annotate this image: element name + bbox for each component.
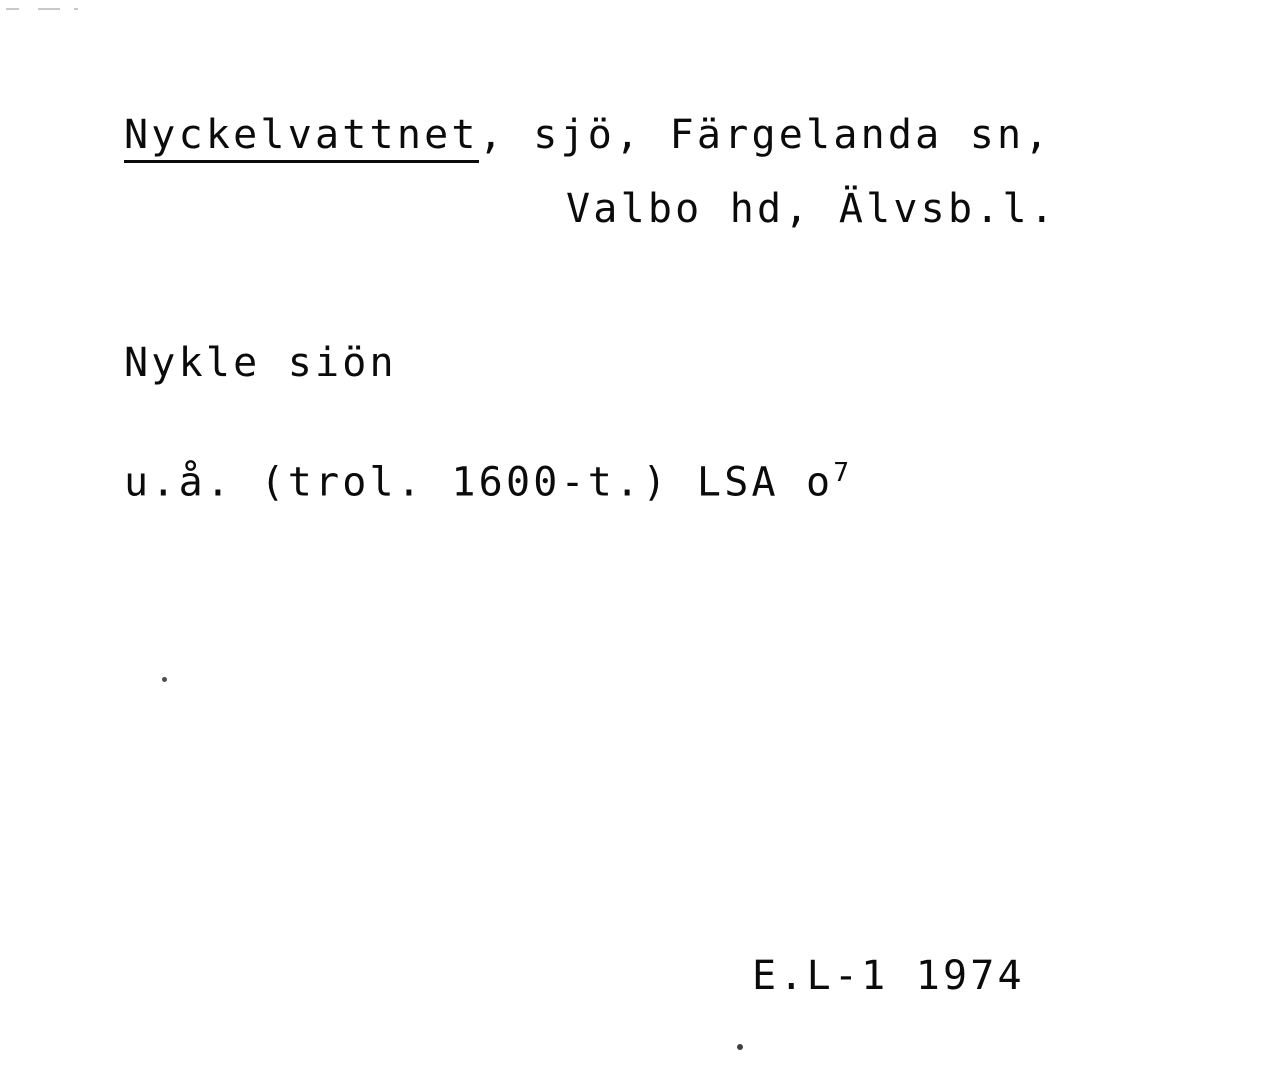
source-citation-line	[124, 458, 849, 505]
headword: Nyckelvattnet	[124, 112, 479, 163]
scan-artifact-mark	[6, 8, 19, 10]
source-superscript: 7	[833, 458, 849, 488]
variant-form: Nykle siön	[124, 340, 397, 386]
scan-artifact-mark	[38, 8, 60, 10]
headword-line	[124, 112, 1052, 158]
signature-line: E.L-1 1974	[752, 953, 1025, 999]
ink-dot-mark	[737, 1044, 743, 1050]
ink-dot-mark	[162, 677, 167, 682]
headword-qualifiers: , sjö, Färgelanda sn,	[478, 112, 1052, 158]
headword-location-line: Valbo hd, Älvsb.l.	[566, 186, 1058, 232]
scan-artifact-mark	[74, 8, 78, 10]
source-citation-text: u.å. (trol. 1600-t.) LSA o	[124, 459, 834, 506]
